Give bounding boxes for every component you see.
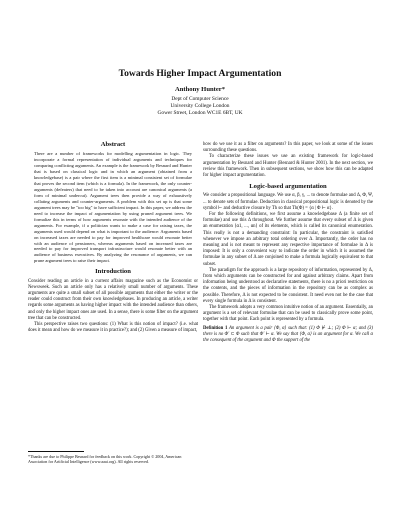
body-paragraph: For the following definitions, we first assume a knowledgebase Δ (a finite set of formulae) and use this Δ throughout. We further assume that every subset of Δ is given an enumeration ⟨α1, ..., αn⟩ of its elements, which is called its canonical enumeration. This really is not a demanding constraint: In particular, the constraint is satisfied whenever we impose an arbitrary total ordering over Δ. Importantly, the order has no meaning and is not meant to represent any respective importance of formulae in Δ is imposed: It is only a convenient way to indicate the order in which it is assumed the formulae in any subset of Δ are conjoined to make a formula logically equivalent to that subset.	[203, 212, 373, 267]
logic-argumentation-heading: Logic-based argumentation	[249, 183, 327, 191]
body-paragraph: To characterize these issues we use an existing framework for logic-based argumentation by Besnard and Hunter (Besnard & Hunter 2001). In the next section, we review this framework. Then in subsequent sections, we show how this can be adapted for higher impact argumentation.	[203, 154, 373, 179]
affiliation-line: Dept of Computer Science	[171, 96, 229, 102]
author-name: Anthony Hunter*	[174, 86, 225, 93]
footnote: *Thanks are due to Philippe Besnard for feedback on this work. Copyright © 2004, American Association for Artificial Intelligence (www.aaai.org). All rights reserved.	[28, 454, 182, 465]
footnote-rule	[28, 451, 84, 452]
body-paragraph: The framework adopts a very common intuitive notion of an argument. Essentially, an argument is a set of relevant formulae that can be used to classically prove some point, together with that point. Each point is represented by a formula.	[203, 305, 373, 323]
body-paragraph: The paradigm for the approach is a large repository of information, represented by Δ, from which arguments can be constructed for and against arbitrary claims. Apart from information being understood as declarative statements, there is no a priori restriction on the contents, and the pieces of information in the repository can be as complex as possible. Therefore, Δ is not expected to be consistent. It need even not be the case that every single formula in Δ is consistent.	[203, 267, 373, 304]
right-column	[203, 142, 373, 344]
abstract-heading: Abstract	[100, 141, 126, 148]
body-paragraph: We consider a propositional language. We use α, β, γ, ... to denote formulae and Δ, Φ, Ψ, ... to denote sets of formulae. Deduction in classical propositional logic is denoted by the symbol ⊢ and deductive closure by Th so that Th(Φ) = {α | Φ ⊢ α}.	[203, 193, 373, 211]
paper-title: Towards Higher Impact Argumentation	[118, 68, 282, 79]
affiliation-line: University College London	[170, 103, 230, 109]
body-paragraph: how do we use it as a filter on arguments? In this paper, we look at some of the issues surrounding these questions.	[203, 142, 373, 154]
introduction-paragraph: Consider reading an article in a current affairs magazine such as the Economist or Newsweek. Such an article only has a relatively small number of arguments. These arguments are quite a small subset of all possible arguments that either the writer or the reader could construct from their own knowledgebases. In producing an article, a writer regards some arguments as having higher impact with the intended audience than others, and only the higher impact ones are used. In a sense, there is some filter on the argument tree that can be constructed.	[28, 278, 198, 321]
abstract-text: There are a number of frameworks for modelling argumentation in logic. They incorporate a formal representation of individual arguments and techniques for comparing conflicting arguments. An example is the framework by Besnard and Hunter that is based on classical logic and in which an argument (obtained from a knowledgebase) is a pair where the first item is a minimal consistent set of formulae that proves the second item (which is a formula). In the framework, the only counter-arguments (defeaters) that need to be taken into account are canonical arguments (a form of minimal undercut). Argument trees then provide a way of exhaustively collating arguments and counter-arguments. A problem with this set up is that some argument trees may be "too big" to have sufficient impact. In this paper, we address the need to increase the impact of argumentation by using pruned argument trees. We formalize this in terms of how arguments resonate with the intended audience of the arguments. For example, if a politician wants to make a case for raising taxes, the arguments used would depend on what is important to the audience: Arguments based on increased taxes are needed to pay for improved healthcare would resonate better with an audience of pensioners, whereas arguments based on increased taxes are needed to pay for improved transport infrastructure would resonate better with an audience of business executives. By analyzing the resonance of arguments, we can prune argument trees to raise their impact.	[34, 151, 192, 264]
definition-text: An argument is a pair ⟨Φ, α⟩ such that: (1) Φ ⊬ ⊥; (2) Φ ⊢ α; and (3) there is no Φ′ ⊂ Φ such that Φ′ ⊢ α. We say that ⟨Φ, α⟩ is an argument for α. We call α the consequent of the argument and Φ the support of the	[203, 325, 374, 344]
definition-1	[203, 326, 373, 345]
definition-label: Definition 1	[203, 325, 228, 331]
affiliation-line: Gower Street, London WC1E 6BT, UK	[157, 110, 243, 116]
introduction-paragraph: This perspective raises two questions: (1) What is this notion of impact? (i.e. what does it mean and how do we measure it in practice?); and (2) Given a measure of impact,	[28, 321, 198, 334]
left-column	[28, 142, 198, 334]
introduction-heading: Introduction	[95, 268, 131, 276]
